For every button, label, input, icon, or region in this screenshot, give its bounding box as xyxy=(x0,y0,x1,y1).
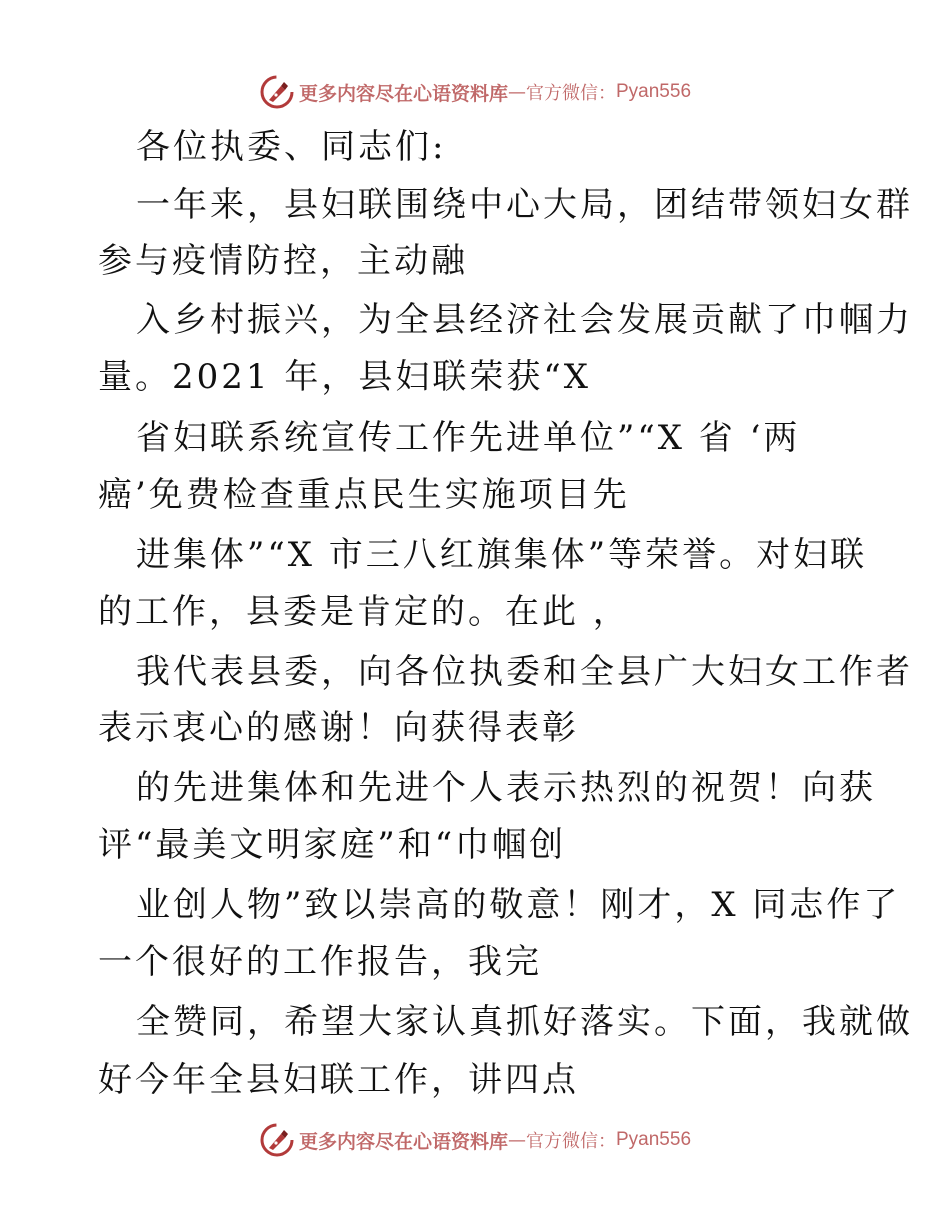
pen-nib-logo-icon xyxy=(259,1122,295,1158)
body-line-16: 全赞同，希望大家认真抓好落实。下面，我就做 xyxy=(136,1002,913,1042)
body-line-6: 省妇联系统宣传工作先进单位”“X 省 ‘两 xyxy=(136,418,801,458)
header-handle: Pyan556 xyxy=(616,81,692,102)
header-separator: — xyxy=(508,81,526,103)
body-line-1: 各位执委、同志们: xyxy=(136,127,447,167)
body-line-7: 癌’免费检查重点民生实施项目先 xyxy=(98,475,630,515)
footer-separator: — xyxy=(508,1129,526,1151)
header-title: 更多内容尽在心语资料库 xyxy=(298,82,508,105)
body-line-15: 一个很好的工作报告，我完 xyxy=(98,942,542,982)
body-line-14: 业创人物”致以崇高的敬意！刚才，X 同志作了 xyxy=(136,885,901,925)
body-line-8: 进集体”“X 市三八红旗集体”等荣誉。对妇联 xyxy=(136,535,868,575)
body-line-17: 好今年全县妇联工作，讲四点 xyxy=(98,1060,579,1100)
body-line-2: 一年来，县妇联围绕中心大局，团结带领妇女群 xyxy=(136,185,913,225)
footer-sub: 官方微信： xyxy=(526,1131,616,1152)
header-sub: 官方微信： xyxy=(526,83,616,104)
pen-nib-logo-icon xyxy=(259,74,295,110)
footer-banner xyxy=(0,1120,950,1160)
body-line-4: 入乡村振兴，为全县经济社会发展贡献了巾帼力 xyxy=(136,300,913,340)
body-line-12: 的先进集体和先进个人表示热烈的祝贺！向获 xyxy=(136,768,876,808)
body-line-3: 参与疫情防控，主动融 xyxy=(98,241,468,281)
body-line-9: 的工作，县委是肯定的。在此 ， xyxy=(98,592,630,632)
body-line-11: 表示衷心的感谢！向获得表彰 xyxy=(98,708,579,748)
body-line-10: 我代表县委，向各位执委和全县广大妇女工作者 xyxy=(136,652,913,692)
body-line-5: 量。2021 年，县妇联荣获“X xyxy=(98,357,591,397)
header-banner xyxy=(0,72,950,112)
body-line-13: 评“最美文明家庭”和“巾帼创 xyxy=(98,825,567,865)
footer-title: 更多内容尽在心语资料库 xyxy=(298,1130,508,1153)
footer-handle: Pyan556 xyxy=(616,1129,692,1150)
